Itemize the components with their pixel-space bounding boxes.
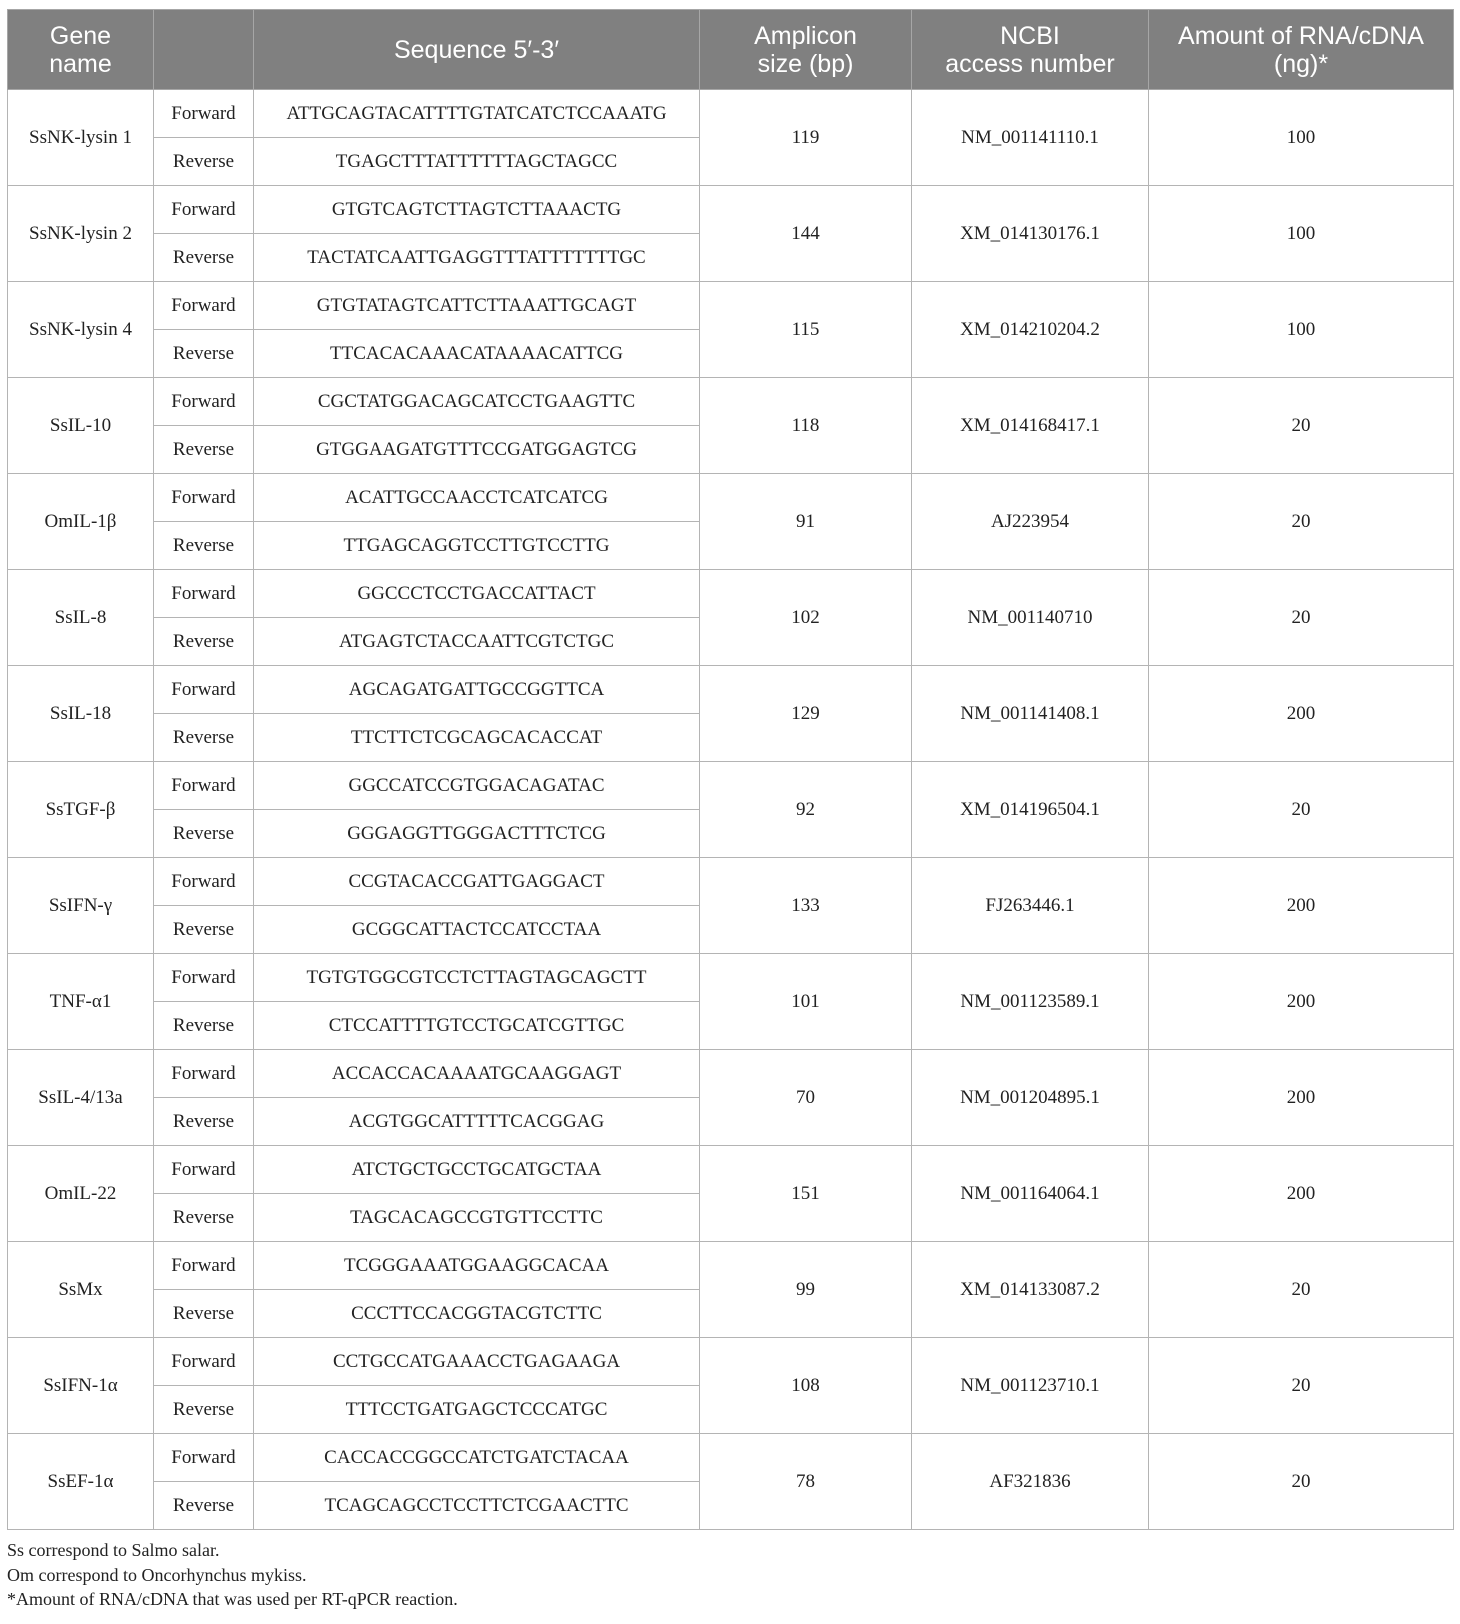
direction-reverse-cell: Reverse — [154, 1482, 254, 1530]
reverse-sequence-cell: TACTATCAATTGAGGTTTATTTTTTTGC — [254, 234, 700, 282]
amplicon-size-cell: 115 — [700, 282, 912, 378]
reverse-sequence-cell: GCGGCATTACTCCATCCTAA — [254, 906, 700, 954]
reverse-sequence-cell: ATGAGTCTACCAATTCGTCTGC — [254, 618, 700, 666]
forward-sequence-cell: GGCCCTCCTGACCATTACT — [254, 570, 700, 618]
table-row-forward — [8, 474, 1454, 522]
direction-reverse-cell: Reverse — [154, 618, 254, 666]
direction-reverse-cell: Reverse — [154, 138, 254, 186]
ncbi-accession-cell: NM_001140710 — [912, 570, 1149, 666]
ncbi-accession-cell: XM_014130176.1 — [912, 186, 1149, 282]
table-row-forward — [8, 954, 1454, 1002]
forward-sequence-cell: TGTGTGGCGTCCTCTTAGTAGCAGCTT — [254, 954, 700, 1002]
amplicon-size-cell: 144 — [700, 186, 912, 282]
footnote-om: Om correspond to Oncorhynchus mykiss. — [7, 1564, 307, 1585]
forward-sequence-cell: GTGTATAGTCATTCTTAAATTGCAGT — [254, 282, 700, 330]
header-rna-amount: Amount of RNA/cDNA (ng)* — [1149, 10, 1454, 90]
forward-sequence-cell: CCGTACACCGATTGAGGACT — [254, 858, 700, 906]
direction-forward-cell: Forward — [154, 378, 254, 426]
direction-reverse-cell: Reverse — [154, 330, 254, 378]
gene-name-cell: SsIL-4/13a — [8, 1050, 154, 1146]
direction-reverse-cell: Reverse — [154, 906, 254, 954]
direction-forward-cell: Forward — [154, 90, 254, 138]
amplicon-size-cell: 102 — [700, 570, 912, 666]
reverse-sequence-cell: TGAGCTTTATTTTTTAGCTAGCC — [254, 138, 700, 186]
table-row-forward — [8, 570, 1454, 618]
gene-name-cell: SsNK-lysin 2 — [8, 186, 154, 282]
forward-sequence-cell: ACCACCACAAAATGCAAGGAGT — [254, 1050, 700, 1098]
forward-sequence-cell: CCTGCCATGAAACCTGAGAAGA — [254, 1338, 700, 1386]
forward-sequence-cell: ATTGCAGTACATTTTGTATCATCTCCAAATG — [254, 90, 700, 138]
table-row-forward — [8, 1434, 1454, 1482]
reverse-sequence-cell: GGGAGGTTGGGACTTTCTCG — [254, 810, 700, 858]
direction-reverse-cell: Reverse — [154, 810, 254, 858]
forward-sequence-cell: GGCCATCCGTGGACAGATAC — [254, 762, 700, 810]
table-row-forward — [8, 186, 1454, 234]
amplicon-size-cell: 108 — [700, 1338, 912, 1434]
forward-sequence-cell: ATCTGCTGCCTGCATGCTAA — [254, 1146, 700, 1194]
rna-amount-cell: 20 — [1149, 474, 1454, 570]
ncbi-accession-cell: NM_001123710.1 — [912, 1338, 1149, 1434]
table-row-forward — [8, 1338, 1454, 1386]
direction-forward-cell: Forward — [154, 858, 254, 906]
primer-table — [7, 9, 1454, 1530]
reverse-sequence-cell: TAGCACAGCCGTGTTCCTTC — [254, 1194, 700, 1242]
rna-amount-cell: 200 — [1149, 954, 1454, 1050]
ncbi-accession-cell: NM_001204895.1 — [912, 1050, 1149, 1146]
direction-forward-cell: Forward — [154, 186, 254, 234]
direction-forward-cell: Forward — [154, 666, 254, 714]
footnote-amount: *Amount of RNA/cDNA that was used per RT-qPCR reaction. — [7, 1589, 458, 1609]
direction-forward-cell: Forward — [154, 1434, 254, 1482]
amplicon-size-cell: 101 — [700, 954, 912, 1050]
amplicon-size-cell: 129 — [700, 666, 912, 762]
direction-forward-cell: Forward — [154, 762, 254, 810]
amplicon-size-cell: 119 — [700, 90, 912, 186]
amplicon-size-cell: 92 — [700, 762, 912, 858]
header-row — [8, 10, 1454, 90]
gene-name-cell: SsTGF-β — [8, 762, 154, 858]
gene-name-cell: SsMx — [8, 1242, 154, 1338]
reverse-sequence-cell: CTCCATTTTGTCCTGCATCGTTGC — [254, 1002, 700, 1050]
direction-forward-cell: Forward — [154, 1050, 254, 1098]
gene-name-cell: SsIFN-1α — [8, 1338, 154, 1434]
table-row-forward — [8, 1242, 1454, 1290]
direction-reverse-cell: Reverse — [154, 1194, 254, 1242]
direction-reverse-cell: Reverse — [154, 1386, 254, 1434]
rna-amount-cell: 20 — [1149, 1434, 1454, 1530]
header-sequence: Sequence 5′-3′ — [254, 10, 700, 90]
rna-amount-cell: 200 — [1149, 1146, 1454, 1242]
primer-table-container — [7, 9, 1453, 1612]
amplicon-size-cell: 133 — [700, 858, 912, 954]
header-amplicon-size: Amplicon size (bp) — [700, 10, 912, 90]
table-row-forward — [8, 762, 1454, 810]
rna-amount-cell: 200 — [1149, 858, 1454, 954]
rna-amount-cell: 100 — [1149, 90, 1454, 186]
amplicon-size-cell: 78 — [700, 1434, 912, 1530]
amplicon-size-cell: 70 — [700, 1050, 912, 1146]
table-row-forward — [8, 282, 1454, 330]
forward-sequence-cell: AGCAGATGATTGCCGGTTCA — [254, 666, 700, 714]
rna-amount-cell: 20 — [1149, 762, 1454, 858]
table-row-forward — [8, 1050, 1454, 1098]
direction-forward-cell: Forward — [154, 474, 254, 522]
table-header — [8, 10, 1454, 90]
ncbi-accession-cell: AJ223954 — [912, 474, 1149, 570]
rna-amount-cell: 20 — [1149, 570, 1454, 666]
ncbi-accession-cell: NM_001141408.1 — [912, 666, 1149, 762]
table-row-forward — [8, 90, 1454, 138]
direction-reverse-cell: Reverse — [154, 1290, 254, 1338]
gene-name-cell: SsIL-18 — [8, 666, 154, 762]
gene-name-cell: OmIL-1β — [8, 474, 154, 570]
reverse-sequence-cell: GTGGAAGATGTTTCCGATGGAGTCG — [254, 426, 700, 474]
ncbi-accession-cell: NM_001123589.1 — [912, 954, 1149, 1050]
direction-forward-cell: Forward — [154, 1146, 254, 1194]
ncbi-accession-cell: XM_014133087.2 — [912, 1242, 1149, 1338]
rna-amount-cell: 200 — [1149, 1050, 1454, 1146]
direction-reverse-cell: Reverse — [154, 426, 254, 474]
gene-name-cell: SsNK-lysin 1 — [8, 90, 154, 186]
header-ncbi-access-number: NCBI access number — [912, 10, 1149, 90]
forward-sequence-cell: GTGTCAGTCTTAGTCTTAAACTG — [254, 186, 700, 234]
reverse-sequence-cell: TTCACACAAACATAAAACATTCG — [254, 330, 700, 378]
gene-name-cell: SsNK-lysin 4 — [8, 282, 154, 378]
ncbi-accession-cell: AF321836 — [912, 1434, 1149, 1530]
gene-name-cell: SsIL-8 — [8, 570, 154, 666]
header-direction — [154, 10, 254, 90]
reverse-sequence-cell: TTTCCTGATGAGCTCCCATGC — [254, 1386, 700, 1434]
forward-sequence-cell: TCGGGAAATGGAAGGCACAA — [254, 1242, 700, 1290]
gene-name-cell: SsEF-1α — [8, 1434, 154, 1530]
direction-forward-cell: Forward — [154, 570, 254, 618]
ncbi-accession-cell: XM_014196504.1 — [912, 762, 1149, 858]
direction-forward-cell: Forward — [154, 282, 254, 330]
amplicon-size-cell: 151 — [700, 1146, 912, 1242]
forward-sequence-cell: ACATTGCCAACCTCATCATCG — [254, 474, 700, 522]
direction-reverse-cell: Reverse — [154, 1002, 254, 1050]
table-body — [8, 90, 1454, 1530]
rna-amount-cell: 100 — [1149, 186, 1454, 282]
gene-name-cell: SsIFN-γ — [8, 858, 154, 954]
amplicon-size-cell: 118 — [700, 378, 912, 474]
header-gene-name: Gene name — [8, 10, 154, 90]
gene-name-cell: TNF-α1 — [8, 954, 154, 1050]
rna-amount-cell: 100 — [1149, 282, 1454, 378]
direction-reverse-cell: Reverse — [154, 522, 254, 570]
amplicon-size-cell: 91 — [700, 474, 912, 570]
direction-forward-cell: Forward — [154, 954, 254, 1002]
table-row-forward — [8, 1146, 1454, 1194]
rna-amount-cell: 200 — [1149, 666, 1454, 762]
footnote-ss: Ss correspond to Salmo salar. — [7, 1540, 220, 1560]
reverse-sequence-cell: TTGAGCAGGTCCTTGTCCTTG — [254, 522, 700, 570]
footnotes — [7, 1538, 1453, 1612]
reverse-sequence-cell: TCAGCAGCCTCCTTCTCGAACTTC — [254, 1482, 700, 1530]
gene-name-cell: OmIL-22 — [8, 1146, 154, 1242]
ncbi-accession-cell: XM_014168417.1 — [912, 378, 1149, 474]
ncbi-accession-cell: NM_001164064.1 — [912, 1146, 1149, 1242]
rna-amount-cell: 20 — [1149, 1242, 1454, 1338]
direction-reverse-cell: Reverse — [154, 234, 254, 282]
rna-amount-cell: 20 — [1149, 1338, 1454, 1434]
reverse-sequence-cell: TTCTTCTCGCAGCACACCAT — [254, 714, 700, 762]
direction-forward-cell: Forward — [154, 1338, 254, 1386]
table-row-forward — [8, 378, 1454, 426]
ncbi-accession-cell: NM_001141110.1 — [912, 90, 1149, 186]
rna-amount-cell: 20 — [1149, 378, 1454, 474]
forward-sequence-cell: CACCACCGGCCATCTGATCTACAA — [254, 1434, 700, 1482]
reverse-sequence-cell: ACGTGGCATTTTTCACGGAG — [254, 1098, 700, 1146]
gene-name-cell: SsIL-10 — [8, 378, 154, 474]
direction-reverse-cell: Reverse — [154, 714, 254, 762]
amplicon-size-cell: 99 — [700, 1242, 912, 1338]
direction-reverse-cell: Reverse — [154, 1098, 254, 1146]
forward-sequence-cell: CGCTATGGACAGCATCCTGAAGTTC — [254, 378, 700, 426]
table-row-forward — [8, 858, 1454, 906]
table-row-forward — [8, 666, 1454, 714]
reverse-sequence-cell: CCCTTCCACGGTACGTCTTC — [254, 1290, 700, 1338]
direction-forward-cell: Forward — [154, 1242, 254, 1290]
ncbi-accession-cell: XM_014210204.2 — [912, 282, 1149, 378]
ncbi-accession-cell: FJ263446.1 — [912, 858, 1149, 954]
